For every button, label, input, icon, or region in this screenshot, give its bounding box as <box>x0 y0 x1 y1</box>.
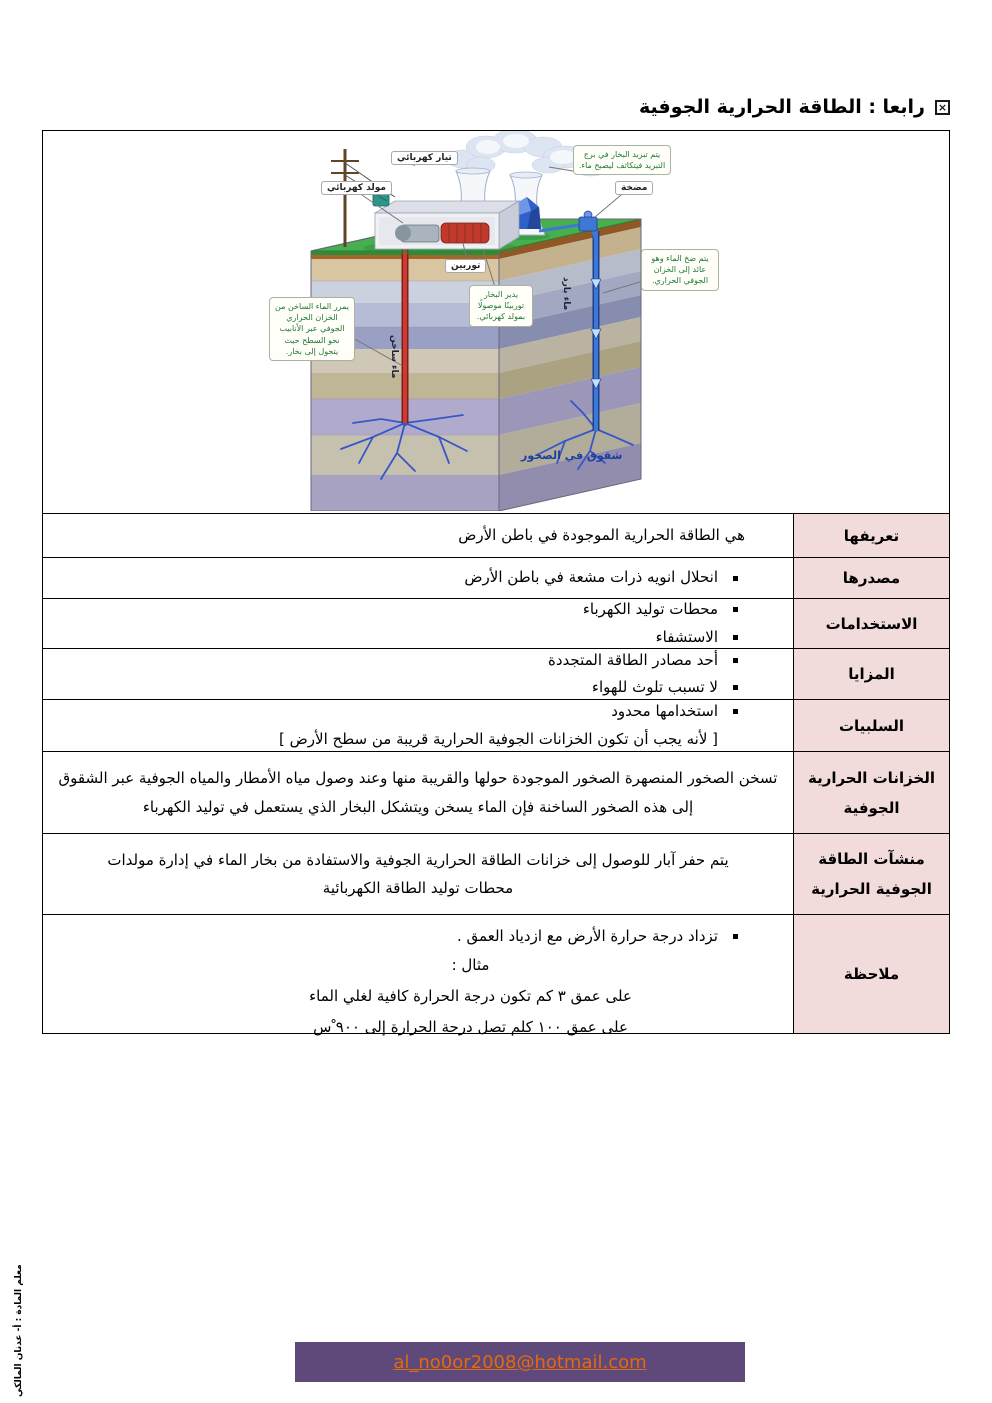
label-generator: مولد كهربائي <box>321 181 392 195</box>
cold-water-pipe <box>591 231 601 431</box>
row-content-advantages <box>43 649 793 699</box>
note-example-title: مثال : <box>451 956 490 975</box>
bullet-item <box>53 925 738 948</box>
bullet-item <box>53 700 738 723</box>
label-rock-cracks: شقوق في الصخور <box>521 449 623 462</box>
bullet-item <box>43 598 738 621</box>
row-label-facilities: منشآت الطاقة الجوفية الحرارية <box>793 834 949 914</box>
table-row-reservoirs <box>43 751 949 833</box>
label-pump: مضخة <box>615 181 653 195</box>
table-row-source <box>43 557 949 598</box>
bullet-item <box>43 566 738 589</box>
label-electric-current: تيار كهربائي <box>391 151 458 165</box>
bullet-item <box>43 649 738 672</box>
power-plant-building <box>363 188 519 255</box>
note-example-line: على عمق ١٠٠ كلم تصل درجة الحرارة إلى ٩٠٠ ْس <box>313 1018 628 1037</box>
negatives-note: [ لأنه يجب أن تكون الخزانات الجوفية الحرارية قريبة من سطح الأرض ] <box>279 729 718 748</box>
bullet-item <box>43 626 738 649</box>
callout-return-water: يتم ضخ الماء وهو عائد إلى الخزان الجوفي الحراري. <box>641 249 719 291</box>
bullet-text: استخدامها محدود <box>611 702 718 721</box>
definition-text: هي الطاقة الحرارية الموجودة في باطن الأرض <box>458 525 745 544</box>
teacher-credit: معلم المادة : أ- عدنان المالكي <box>14 1264 24 1397</box>
bullet-text: أحد مصادر الطاقة المتجددة <box>547 650 718 669</box>
pump-machine <box>579 211 597 231</box>
bullet-square-icon <box>733 576 738 581</box>
label-cold-water: ماء بارد <box>561 277 571 311</box>
row-label-reservoirs: الخزانات الحرارية الجوفية <box>793 752 949 833</box>
ballot-x-icon: × <box>935 100 950 115</box>
bullet-text: انحلال انويه ذرات مشعة في باطن الأرض <box>464 568 718 587</box>
row-label-uses: الاستخدامات <box>793 599 949 648</box>
bullet-square-icon <box>733 934 738 939</box>
bullet-square-icon <box>733 607 738 612</box>
bullet-square-icon <box>733 635 738 640</box>
row-content-source <box>43 558 793 598</box>
row-content-definition <box>43 514 793 557</box>
bullet-text: لا تسبب تلوث للهواء <box>591 678 718 696</box>
bullet-square-icon <box>733 709 738 714</box>
footer-bar <box>295 1342 745 1382</box>
bullet-text: الاستشفاء <box>655 627 718 646</box>
row-label-source: مصدرها <box>793 558 949 598</box>
facilities-text: يتم حفر آبار للوصول إلى خزانات الطاقة الحرارية الجوفية والاستفادة من بخار الماء في إدارة مولدات محطات توليد الطاقة الكهربائية <box>107 850 729 897</box>
bullet-text: محطات توليد الكهرباء <box>582 600 718 619</box>
row-label-note: ملاحظة <box>793 915 949 1033</box>
table-row-negatives <box>43 699 949 751</box>
reservoirs-text: تسخن الصخور المنصهرة الصخور الموجودة حولها والقريبة منها وعند وصول مياه الأمطار والمياه الجوفية عبر الشقوق إلى هذه الصخور الساخنة فإن الماء يسخن ويتشكل البخار الذي يستعمل في توليد الكهرباء <box>58 769 778 816</box>
row-label-advantages: المزايا <box>793 649 949 699</box>
content-table <box>42 130 950 1037</box>
row-content-reservoirs <box>43 752 793 833</box>
callout-turbine: يدير البخار توربينًا موصولًا بمولد كهربائي. <box>469 285 533 327</box>
row-content-note <box>43 915 793 1037</box>
table-row-definition <box>43 513 949 557</box>
bullet-text: تزداد درجة حرارة الأرض مع ازدياد العمق . <box>457 927 718 945</box>
page-title: رابعا : الطاقة الحرارية الجوفية <box>639 96 925 118</box>
callout-cooling-tower: يتم تبريد البخار في برج التبريد فيتكاثف ليصبح ماء. <box>573 145 671 175</box>
table-row-facilities <box>43 833 949 914</box>
table-row-advantages <box>43 648 949 699</box>
callout-hot-water: يمرر الماء الساخن من الخزان الحراري الجوفي عبر الأنابيب نحو السطح حيث يتحول إلى بخار. <box>269 297 355 361</box>
table-row-note <box>43 914 949 1037</box>
note-example-line: على عمق ٣ كم تكون درجة الحرارة كافية لغلي الماء <box>309 987 632 1006</box>
table-row-uses <box>43 598 949 648</box>
email-link[interactable]: al_no0or2008@hotmail.com <box>393 1351 647 1373</box>
bullet-item <box>43 676 738 699</box>
row-label-negatives: السلبيات <box>793 700 949 751</box>
bullet-square-icon <box>733 658 738 663</box>
row-content-uses <box>43 599 793 648</box>
row-label-definition: تعريفها <box>793 514 949 557</box>
row-content-facilities <box>43 834 793 914</box>
label-hot-water: ماء ساخن <box>389 335 399 379</box>
label-turbine: توربين <box>445 259 486 273</box>
geothermal-diagram <box>43 131 949 513</box>
bullet-square-icon <box>733 685 738 690</box>
page-title-row <box>639 96 950 118</box>
earth-block-side <box>499 219 641 511</box>
row-content-negatives <box>43 700 793 751</box>
